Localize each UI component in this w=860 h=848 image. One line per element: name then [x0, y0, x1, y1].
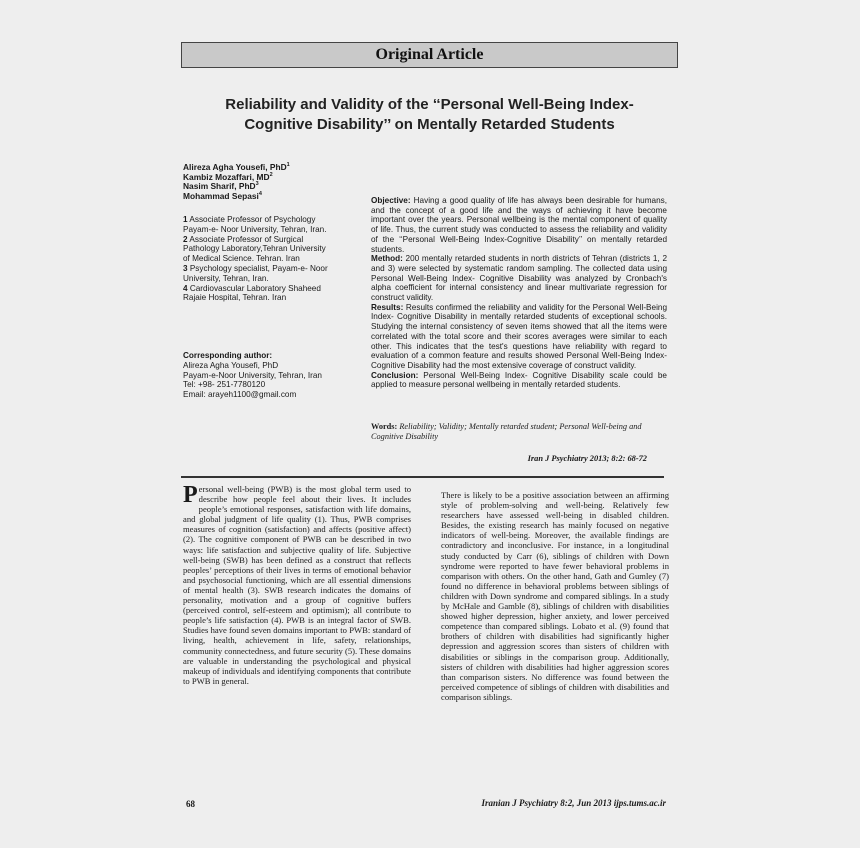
page-number: 68 [186, 799, 195, 809]
author: Mohammad Sepasi$^4$ [183, 190, 262, 201]
section-divider [181, 476, 664, 478]
article-title [181, 95, 678, 135]
affiliation: 4 Cardiovascular Laboratory Shaheed Rajaie Hospital, Tehran. Iran [183, 283, 321, 303]
affiliation: 3 Psychology specialist, Payam-e- Noor University, Tehran, Iran. [183, 263, 328, 283]
body-text-left: ersonal well-being (PWB) is the most global term used to describe how people feel about their lives. It includes people’s emotional responses, satisfaction with life domains, and global judgment of life quality (1). Thus, PWB comprises measures of cognition (satisfaction) and affects (positive affect) (2). The cognitive component of PWB can be described in two ways: life satisfaction and subjective quality of life. Subjective well-being (SWB) has been defined as a construct that reflects peoples’ perceptions of their lives in terms of emotional behavior and psychosocial functioning, which are all essential dimensions of mental health (3). SWB research indicates the domains of personality, motivation and a group of cognitive buffers (perceived control, self-esteem and optimism); all contribute to people’s life satisfaction (4). PWB is an integral factor of SWB. Studies have found seven domains important to PWB: standard of living, health, achievement in life, safety, relationships, community connectedness, and future security (5). These domains are valuable in understanding the psychological and physical makeup of individuals and identifying components that contribute to PWB in general. [183, 484, 411, 686]
corresponding-phone: Tel: +98- 251-7780120 [183, 380, 266, 390]
keywords: Words: Reliability; Validity; Mentally retarded student; Personal Well-being and Cognitive Disability [371, 422, 642, 441]
abstract-results: Results: Results confirmed the reliability and validity for the Personal Well-Being Index- Cognitive Disability in mentally retarded students of exceptional schools. Studying the internal consistency of seven items showed that all the items were correlated with the total score and their scores averages were similar to each other. This indicates that the test's questions have reliability with regard to evaluation of a common feature and results showed Personal Well-Being Index- Cognitive Disability had the most extensive coverage of construct validity. [371, 302, 667, 370]
author: Alireza Agha Yousefi, PhD$^1$ [183, 162, 290, 172]
corresponding-institution: Payam-e-Noor University, Tehran, Iran [183, 370, 322, 380]
abstract-objective: Objective: Having a good quality of life has always been desirable for humans, and the concept of a good life and the ways of achieving it have become important over the years. Personal wellbeing is the mental component of quality of life. Thus, the current study was conducted to assess the reliability and validity of the ‘‘Personal Well-Being Index-Cognitive Disability’’ on mentally retarded students. [371, 196, 667, 254]
author-list [183, 163, 363, 201]
corresponding-email[interactable]: Email: arayeh1100@gmail.com [183, 390, 297, 400]
body-text-right: There is likely to be a positive association between an affirming style of problem-solving and well-being. Relatively few researchers have assessed well-being in disabled children. Besides, the existing research has mainly focused on negative indicators of well-being. Moreover, the available findings are contradictory and inconclusive. For instance, in a longitudinal study conducted by Carr (6), siblings of children with Down syndrome were reported to have fewer behavioral problems in comparison with others. On the other hand, Gath and Gumley (7) found no difference in behavioral problems between siblings of children with Down syndrome and compared siblings. In a study by McHale and Gamble (8), siblings of children with disabilities showed higher depression, higher anxiety, and lower perceived competence than compared siblings. Lobato et al. (9) found that brothers of children with disabilities had significantly higher depression and aggression scores than sisters of children with disabilities or siblings in the comparison group. Additionally, sisters of children with disabilities had higher aggression scores than comparison sisters. No difference was found between the perceived competence of siblings of children with disabilities and comparison siblings. [441, 490, 669, 702]
journal-citation: Iran J Psychiatry 2013; 8:2: 68-72 [527, 454, 647, 463]
title-line-2: Cognitive Disability’’ on Mentally Retarded Students [244, 116, 615, 133]
author: Kambiz Mozaffari, $MD^2$ [183, 171, 273, 182]
body-column-right [441, 490, 669, 702]
author: Nasim Sharif, PhD$^3$ [183, 181, 259, 192]
body-column-left [183, 484, 411, 686]
affiliation: 1 Associate Professor of Psychology Payam-e- Noor University, Tehran, Iran. [183, 215, 327, 234]
abstract [371, 196, 667, 390]
article-type-banner: Original Article [181, 42, 678, 68]
drop-cap: P [183, 482, 198, 508]
title-line-1: Reliability and Validity of the ‘‘Personal Well-Being Index- [225, 96, 634, 113]
corresponding-author [183, 351, 331, 400]
corresponding-name: Alireza Agha Yousefi, PhD [183, 360, 279, 370]
corresponding-author-label: Corresponding author: [183, 351, 273, 360]
footer-journal: Iranian J Psychiatry 8:2, Jun 2013 ijps.tums.ac.ir [481, 798, 666, 808]
abstract-conclusion: Conclusion: Personal Well-Being Index- Cognitive Disability scale could be applied to measure personal wellbeing in mentally retarded students. [371, 370, 667, 390]
affiliations [183, 215, 331, 303]
affiliation: 2 Associate Professor of Surgical Pathology Laboratory,Tehran University of Medical Science. Tehran. Iran [183, 234, 326, 264]
abstract-method: Method: 200 mentally retarded students in north districts of Tehran (districts 1, 2 and 3) were selected by systematic random sampling. The collected data using Personal Well-Being Index- Cognitive Disability was analyzed by Cronbach's alpha coefficient for internal consistency and linear multivariate regression for construct validity. [371, 254, 667, 303]
